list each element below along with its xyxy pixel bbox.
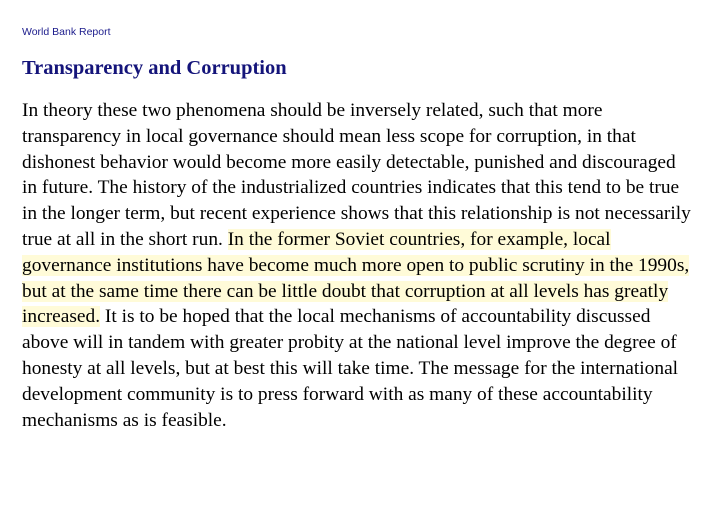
article-paragraph (22, 98, 692, 433)
article-title: Transparency and Corruption (22, 57, 287, 79)
paragraph-text-after: It is to be hoped that the local mechanisms of accountability discussed above will in tandem with greater probity at the national level improve the degree of honesty at all levels, but at best this will take time. The message for the international development community is to press forward with as many of these accountability mechanisms as is feasible. (22, 306, 679, 431)
paragraph-text-before: In theory these two phenomena should be inversely related, such that more transparency in local governance should mean less scope for corruption, in that dishonest behavior would become more easily detectable, punished and discouraged in future. The history of the industrialized countries indicates that this tend to be true in the longer term, but recent experience shows that this relationship is not necessarily true at all in the short run. (22, 100, 691, 250)
source-label: World Bank Report (22, 26, 111, 38)
highlighted-passage[interactable]: In the former Soviet countries, for example, local governance institutions have become much more open to public scrutiny in the 1990s, but at the same time there can be little doubt that corruption at all levels has greatly increased. (22, 228, 690, 328)
